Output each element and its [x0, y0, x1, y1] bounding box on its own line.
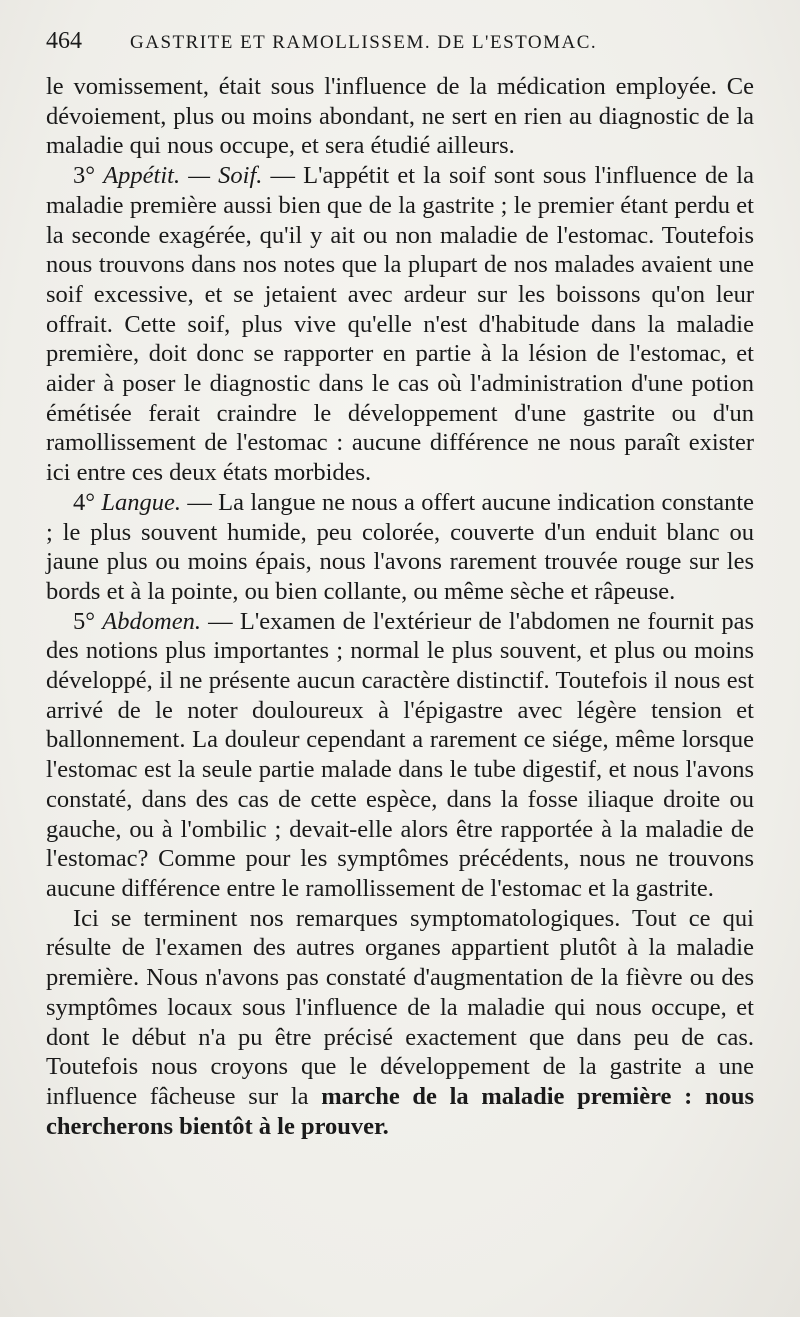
paragraph-conclusion: [46, 904, 754, 1142]
paragraph-text: Ici se terminent nos remarques symptomatologiques. Tout ce qui résulte de l'examen des autres organes appartient plutôt à la maladie première. Nous n'avons pas constaté d'augmentation de la fièvre ou des symptômes locaux sous l'influence de la maladie qui nous occupe, et dont le début n'a pu être précisé exactement que dans peu de cas. Toutefois nous croyons que le développement de la gastrite a une influence fâcheuse sur la: [46, 904, 754, 1110]
paragraph-langue: [46, 488, 754, 607]
page-header: [46, 28, 754, 72]
paragraph-text: — L'examen de l'extérieur de l'abdomen ne fournit pas des notions plus importantes ; normal le plus souvent, et plus ou moins développé, il ne présente aucun caractère distinctif. Toutefois il nous est arrivé de le noter douloureux à l'épigastre avec légère tension et ballonnement. La douleur cependant a rarement ce siége, même lorsque l'estomac est la seule partie malade dans le tube digestif, et nous l'avons constaté, dans des cas de cette espèce, dans la fosse iliaque droite ou gauche, ou à l'ombilic ; devait-elle alors être rapportée à la maladie de l'estomac? Comme pour les symptômes précédents, nous ne trouvons aucune différence entre le ramollissement de l'estomac et la gastrite.: [46, 607, 754, 902]
paragraph-text: — L'appétit et la soif sont sous l'influence de la maladie première aussi bien que de la gastrite ; le premier étant perdu et la seconde exagérée, qu'il y ait ou non maladie de l'estomac. Toutefois nous trouvons dans nos notes que la plupart de nos malades avaient une soif excessive, et se jetaient avec ardeur sur les boissons qu'on leur offrait. Cette soif, plus vive qu'elle n'est d'habitude dans la maladie première, doit donc se rapporter en partie à la lésion de l'estomac, et aider à poser le diagnostic dans le cas où l'administration d'une potion émétisée ferait craindre le développement d'une gastrite ou d'un ramollissement de l'estomac : aucune différence ne nous paraît exister ici entre ces deux états morbides.: [46, 162, 754, 487]
paragraph-bold-tail: marche de la maladie première : nous chercherons bientôt à le prouver.: [46, 1082, 754, 1140]
section-number: 4°: [73, 488, 96, 516]
section-title: Langue.: [101, 488, 182, 516]
body-text: [46, 72, 754, 1141]
running-head: GASTRITE ET RAMOLLISSEM. DE L'ESTOMAC.: [130, 32, 598, 53]
section-title: Appétit. — Soif.: [103, 162, 263, 190]
paragraph-abdomen: [46, 607, 754, 904]
section-number: 5°: [73, 607, 96, 635]
paragraph-continuation: [46, 72, 754, 161]
paragraph-appetit-soif: [46, 161, 754, 488]
paragraph-text: — La langue ne nous a offert aucune indication constante ; le plus souvent humide, peu colorée, couverte d'un enduit blanc ou jaune plus ou moins épais, nous l'avons rarement trouvée rouge sur les bords et à la pointe, ou bien collante, ou même sèche et râpeuse.: [46, 488, 755, 605]
section-title: Abdomen.: [102, 607, 201, 635]
section-number: 3°: [73, 162, 96, 190]
page-number: 464: [46, 28, 82, 54]
paragraph-text: le vomissement, était sous l'influence de la médication employée. Ce dévoiement, plus ou moins abondant, ne sert en rien au diagnostic de la maladie qui nous occupe, et sera étudié ailleurs.: [46, 73, 754, 160]
